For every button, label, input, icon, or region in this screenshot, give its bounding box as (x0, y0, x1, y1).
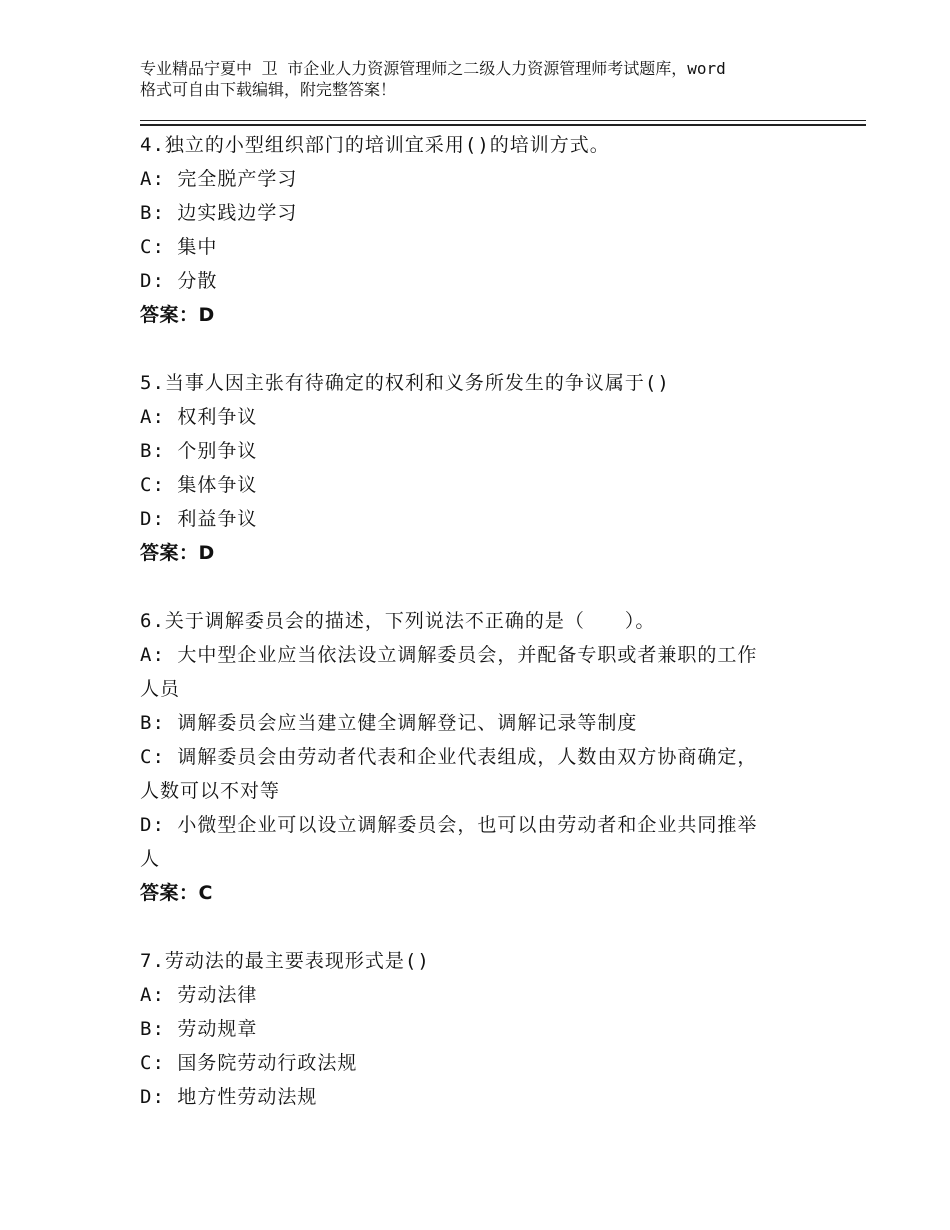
question-list (140, 128, 820, 1114)
option-a: A: 完全脱产学习 (140, 168, 298, 190)
question-4 (140, 128, 820, 332)
header-line-1: 专业精品宁夏中 卫 市企业人力资源管理师之二级人力资源管理师考试题库，word (140, 59, 726, 78)
header-rule-thick (140, 124, 866, 126)
option-d: D: 小微型企业可以设立调解委员会，也可以由劳动者和企业共同推举 (140, 814, 758, 836)
question-stem: 5.当事人因主张有待确定的权利和义务所发生的争议属于() (140, 372, 670, 394)
option-d: D: 分散 (140, 270, 218, 292)
question-6 (140, 604, 820, 910)
header-rule-thin (140, 120, 866, 121)
question-stem: 7.劳动法的最主要表现形式是() (140, 950, 430, 972)
option-c: C: 集中 (140, 236, 218, 258)
answer-label: 答案：C (140, 882, 213, 904)
option-c-continued: 人数可以不对等 (140, 780, 281, 802)
answer-label: 答案：D (140, 304, 215, 326)
option-b: B: 边实践边学习 (140, 202, 298, 224)
option-d-continued: 人 (140, 848, 161, 870)
option-b: B: 个别争议 (140, 440, 258, 462)
question-stem: 6.关于调解委员会的描述，下列说法不正确的是（ ）。 (140, 610, 656, 632)
option-c: C: 调解委员会由劳动者代表和企业代表组成，人数由双方协商确定， (140, 746, 758, 768)
option-a-continued: 人员 (140, 678, 181, 700)
question-stem: 4.独立的小型组织部门的培训宜采用()的培训方式。 (140, 134, 610, 156)
question-5 (140, 366, 820, 570)
header-line-2: 格式可自由下载编辑，附完整答案！ (140, 80, 397, 99)
option-d: D: 地方性劳动法规 (140, 1086, 318, 1108)
page-header (140, 58, 840, 100)
spacer (140, 570, 820, 604)
option-b: B: 调解委员会应当建立健全调解登记、调解记录等制度 (140, 712, 638, 734)
option-d: D: 利益争议 (140, 508, 258, 530)
option-a: A: 大中型企业应当依法设立调解委员会，并配备专职或者兼职的工作 (140, 644, 758, 666)
option-b: B: 劳动规章 (140, 1018, 258, 1040)
option-c: C: 集体争议 (140, 474, 258, 496)
spacer (140, 910, 820, 944)
option-a: A: 劳动法律 (140, 984, 258, 1006)
spacer (140, 332, 820, 366)
option-c: C: 国务院劳动行政法规 (140, 1052, 358, 1074)
answer-label: 答案：D (140, 542, 215, 564)
question-7 (140, 944, 820, 1114)
option-a: A: 权利争议 (140, 406, 258, 428)
